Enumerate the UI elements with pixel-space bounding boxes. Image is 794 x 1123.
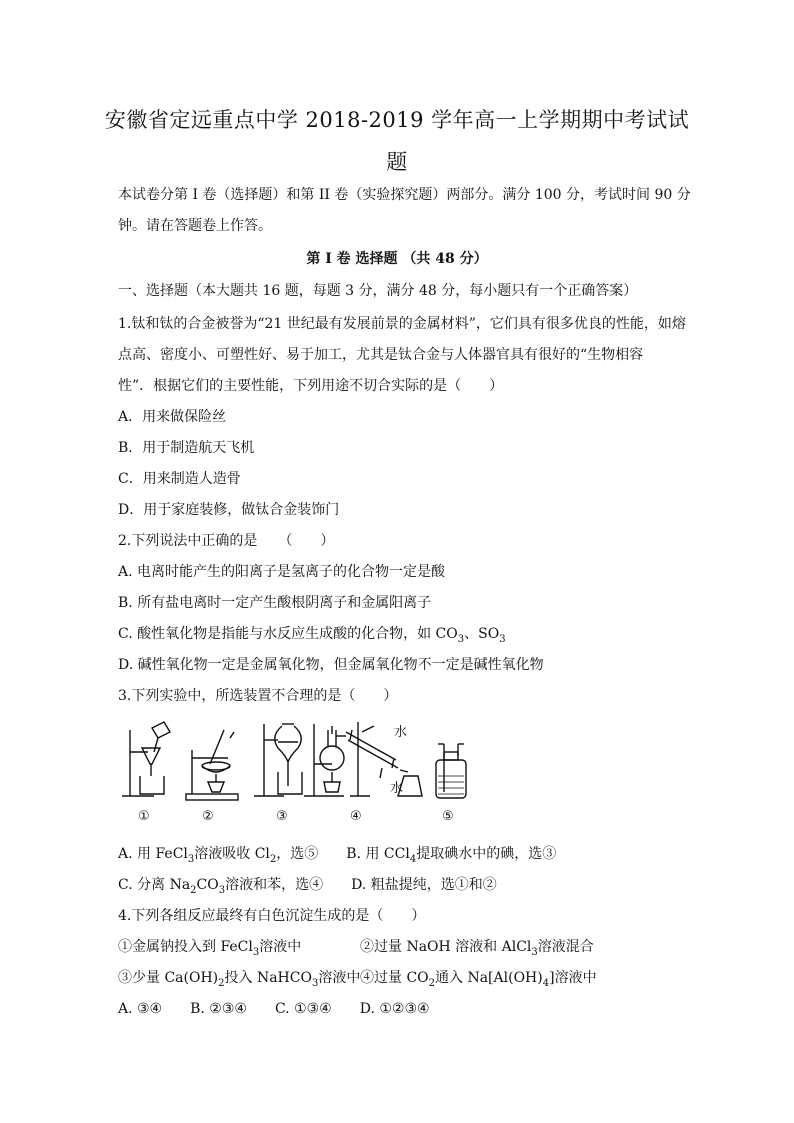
intro-line2: 钟。请在答题卷上作答。: [118, 218, 272, 234]
fig-label-3: ③: [276, 809, 288, 824]
q2-option-a: A. 电离时能产生的阳离子是氢离子的化合物一定是酸: [118, 564, 446, 580]
apparatus-5-gas-washing-bottle: [436, 744, 466, 798]
fig-label-4: ④: [350, 809, 362, 824]
fig-water-top: 水: [394, 725, 408, 740]
exam-title-line1: 安徽省定远重点中学 2018-2019 学年高一上学期期中考试试: [104, 108, 690, 132]
intro-line1: 本试卷分第 I 卷（选择题）和第 II 卷（实验探究题）两部分。满分 100 分，考试时间 90 分: [118, 187, 691, 203]
fig-label-1: ①: [138, 809, 150, 824]
q3-option-cd: C. 分离 $Na_2CO_3$溶液和苯，选④ D. 粗盐提纯，选①和②: [118, 877, 497, 896]
q3-stem: 3.下列实验中，所选装置不合理的是（ ）: [118, 688, 398, 704]
section-instructions: 一、选择题（本大题共 16 题，每题 3 分，满分 48 分，每小题只有一个正确答案）: [118, 283, 638, 299]
q1-option-a: A．用来做保险丝: [118, 409, 227, 425]
q2-option-d: D. 碱性氧化物一定是金属氧化物，但金属氧化物不一定是碱性氧化物: [118, 657, 544, 673]
fig-label-5: ⑤: [442, 809, 454, 824]
fig-water-bottom: 水: [390, 781, 404, 796]
q1-option-c: C．用来制造人造骨: [118, 471, 241, 487]
apparatus-3-separatory-funnel: [254, 724, 302, 796]
q1-stem-line2: 点高、密度小、可塑性好、易于加工，尤其是钛合金与人体器官具有很好的“生物相容: [118, 347, 644, 363]
q2-option-c: C. 酸性氧化物是指能与水反应生成酸的化合物，如 $CO_3$、$SO_3$: [118, 626, 506, 645]
apparatus-figure: [118, 712, 478, 824]
q1-stem-line3: 性”．根据它们的主要性能，下列用途不切合实际的是（ ）: [118, 378, 504, 394]
q1-option-d: D．用于家庭装修，做钛合金装饰门: [118, 502, 340, 518]
q1-option-b: B．用于制造航天飞机: [118, 440, 255, 456]
q1-stem-line1: 1.钛和钛的合金被誉为“21 世纪最有发展前景的金属材料”，它们具有很多优良的性能，如熔: [118, 316, 686, 332]
apparatus-1-filtration: [122, 722, 170, 796]
fig-label-2: ②: [202, 809, 214, 824]
q2-stem: 2.下列说法中正确的是 （ ）: [118, 533, 335, 549]
q4-options-12: ①金属钠投入到 FeCl$_3$溶液中 ②过量 NaOH 溶液和 AlCl$_3$溶液混合: [118, 939, 594, 958]
q2-option-b: B. 所有盐电离时一定产生酸根阴离子和金属阳离子: [118, 595, 432, 611]
exam-title-line2: 题: [386, 150, 408, 174]
q4-answer-choices: A. ③④ B. ②③④ C. ①③④ D. ①②③④: [118, 1001, 430, 1017]
q4-options-34: ③少量 $Ca(OH)_2$投入 NaHCO$_3$溶液中④过量 $CO_2$通入 $Na[Al(OH)_4]$溶液中: [118, 970, 597, 989]
apparatus-2-evaporation: [186, 730, 238, 800]
q3-option-ab: A. 用 FeCl$_3$溶液吸收 $Cl_2$，选⑤ B. 用 CCl$_4$提取碘水中的碘，选③: [118, 846, 557, 865]
section-title: 第 I 卷 选择题 （共 48 分）: [306, 251, 488, 267]
q4-stem: 4.下列各组反应最终有白色沉淀生成的是（ ）: [118, 908, 426, 924]
